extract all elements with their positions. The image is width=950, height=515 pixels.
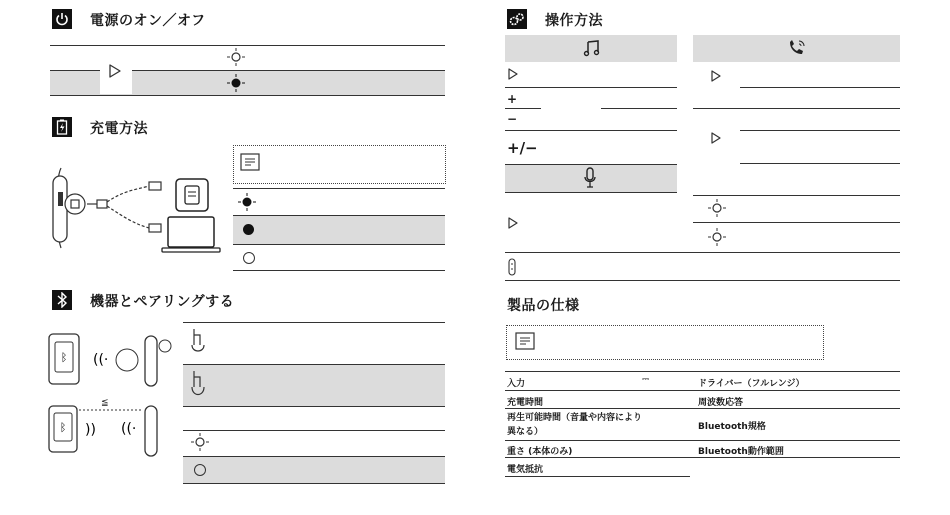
hand-press-icon [188, 327, 208, 357]
charge-table-line-2 [233, 215, 445, 216]
charge-note-box [233, 145, 446, 184]
op-music-line-5 [505, 192, 677, 193]
specs-note-icon [515, 332, 535, 350]
pairing-table-line-6 [183, 483, 445, 484]
pairing-row-shade-1 [183, 364, 445, 406]
specs-note-box [506, 325, 824, 360]
op-music-line-1 [505, 87, 677, 88]
power-section-title: 電源のオン／オフ [90, 13, 206, 29]
led-blink-icon-call-2 [707, 227, 727, 247]
hand-hold-icon [188, 369, 208, 401]
spec-line-0 [505, 371, 900, 372]
battery-charging-icon [56, 119, 68, 135]
pairing-table-line-2 [183, 364, 445, 365]
op-full-line-2 [505, 280, 900, 281]
svg-text:)): )) [85, 422, 96, 438]
op-music-line-3 [505, 130, 677, 131]
led-solid-icon [243, 224, 254, 235]
svg-text:((·: ((· [121, 421, 137, 437]
power-icon [55, 12, 69, 26]
charge-table-line-1 [233, 188, 445, 189]
play-icon-call-2 [710, 131, 722, 145]
spec-line-4 [505, 457, 900, 458]
operation-section-title: 操作方法 [545, 13, 603, 29]
spec-bt-version-label: Bluetooth規格 [698, 422, 766, 432]
spec-charge-time-label: 充電時間 [507, 398, 544, 408]
play-icon-op-1 [507, 67, 519, 81]
spec-frequency-label: 周波数応答 [698, 398, 744, 408]
op-call-line-5 [693, 195, 900, 196]
play-icon-call-1 [710, 69, 722, 83]
spec-play-time-label: 再生可能時間（音量や内容により異なる） [507, 413, 643, 437]
gears-icon [509, 12, 525, 26]
pairing-table-line-1 [183, 322, 445, 323]
op-full-line-1 [505, 252, 900, 253]
volume-plus-minus-label: +/− [507, 139, 538, 157]
led-blink-icon-call-1 [707, 198, 727, 218]
op-music-line-2a [505, 108, 541, 109]
spec-resistance-label: 電気抵抗 [507, 465, 544, 475]
phone-call-icon [787, 39, 807, 57]
play-icon [108, 63, 122, 79]
op-music-line-2b [601, 108, 677, 109]
op-music-line-4 [505, 164, 677, 165]
spec-line-1 [505, 390, 900, 391]
usb-adapter-icon [175, 178, 209, 212]
volume-plus-label: + [507, 92, 518, 106]
pairing-section-title: 機器とペアリングする [90, 294, 235, 310]
bluetooth-icon [56, 292, 68, 308]
spec-weight-label: 重さ (本体のみ) [507, 447, 573, 457]
svg-text:ᛒ: ᛒ [60, 351, 68, 364]
svg-text:((·: ((· [93, 352, 109, 368]
charge-table-line-3 [233, 244, 445, 245]
pairing-distance-label: ≦ [101, 398, 109, 408]
op-call-line-4 [740, 163, 900, 164]
op-call-line-3 [740, 130, 900, 131]
charge-table-line-4 [233, 270, 445, 271]
spec-input-value: ⎓ [642, 375, 650, 385]
spec-line-2 [505, 408, 900, 409]
pairing-table-line-3 [183, 406, 445, 407]
charge-section-icon [52, 117, 72, 137]
note-icon [240, 153, 260, 171]
svg-text:ᛒ: ᛒ [59, 421, 67, 434]
earphone-remote-icon [507, 258, 517, 276]
op-call-line-2 [693, 108, 900, 109]
led-charging-icon [237, 192, 257, 212]
spec-bt-range-label: Bluetooth動作範囲 [698, 447, 784, 457]
specs-section-title: 製品の仕様 [507, 298, 580, 314]
laptop-icon [160, 215, 222, 255]
music-note-icon [583, 39, 601, 57]
play-icon-op-2 [507, 216, 519, 230]
op-call-line-6 [693, 222, 900, 223]
led-blink-icon [226, 47, 246, 67]
op-call-line-1 [740, 87, 900, 88]
led-off-icon [243, 252, 255, 264]
led-off-icon-2 [194, 464, 206, 476]
pairing-illustration [45, 322, 180, 462]
pairing-table-line-5 [183, 456, 445, 457]
power-table-bottom [50, 95, 445, 96]
charge-section-title: 充電方法 [90, 121, 148, 137]
pairing-table-line-4 [183, 430, 445, 431]
spec-driver-label: ドライバー（フルレンジ） [698, 379, 805, 389]
pairing-row-shade-2 [183, 456, 445, 483]
operation-section-icon [507, 9, 527, 29]
spec-input-label: 入力 [507, 379, 526, 389]
spec-line-5 [505, 476, 690, 477]
led-on-icon [226, 73, 246, 93]
power-section-icon [52, 9, 72, 29]
volume-minus-label: − [507, 112, 518, 126]
power-table-top [50, 45, 445, 46]
microphone-icon [583, 167, 597, 189]
charge-row-shade [233, 215, 445, 244]
spec-line-3 [505, 440, 900, 441]
pairing-section-icon [52, 290, 72, 310]
led-blink-icon-2 [190, 432, 210, 452]
